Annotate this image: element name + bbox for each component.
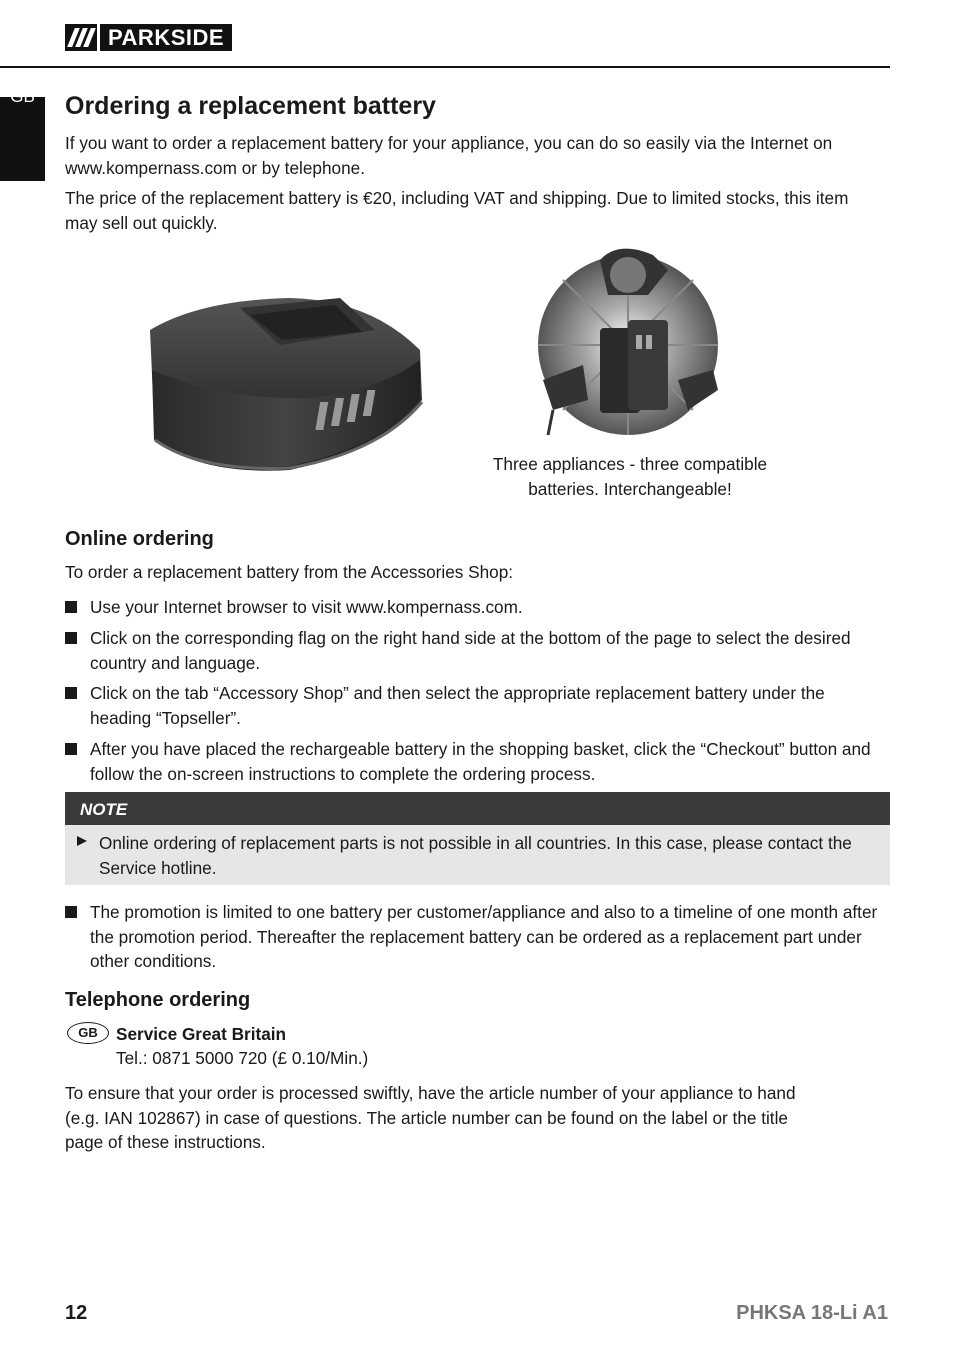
note-label: NOTE (65, 792, 890, 825)
bullet-square (65, 687, 77, 699)
header-divider (0, 66, 890, 68)
bullet-square (65, 632, 77, 644)
arrow-right-icon (77, 836, 87, 846)
bullet-square (65, 906, 77, 918)
service-telephone: Tel.: 0871 5000 720 (£ 0.10/Min.) (116, 1048, 369, 1068)
model-number: PHKSA 18-Li A1 (736, 1302, 888, 1324)
appliances-image (528, 240, 728, 440)
battery-image (140, 290, 430, 480)
note-box (65, 792, 890, 885)
list-item: Click on the corresponding flag on the right hand side at the bottom of the page to select the desired country and language. (65, 626, 880, 675)
bullet-square (65, 601, 77, 613)
list-item: Click on the tab “Accessory Shop” and then select the appropriate replacement battery under the heading “Topseller”. (65, 681, 880, 730)
language-tab: GB (0, 97, 45, 181)
intro-paragraph-2: The price of the replacement battery is €20, including VAT and shipping. Due to limited stocks, this item may sell out quickly. (65, 188, 849, 233)
intro-paragraph-1: If you want to order a replacement battery for your appliance, you can do so easily via the Internet on www.kompernass.com or by telephone. (65, 133, 833, 178)
page-number: 12 (65, 1302, 88, 1324)
page-title: Ordering a replacement battery (65, 92, 436, 120)
brand-logo (65, 24, 232, 51)
list-item: Use your Internet browser to visit www.kompernass.com. (65, 595, 880, 620)
logo-slashes (65, 24, 97, 51)
figure-caption: Three appliances - three compatible batteries. Interchangeable! (492, 454, 768, 499)
list-item: After you have placed the rechargeable battery in the shopping basket, click the “Checkout” button and follow the on-screen instructions to complete the ordering process. (65, 737, 880, 786)
telephone-ordering-heading: Telephone ordering (65, 989, 251, 1011)
closing-paragraph: To ensure that your order is processed swiftly, have the article number of your appliance to hand (e.g. IAN 102867) in case of questions. The article number can be found on the label or the title page of these instructions. (65, 1083, 796, 1152)
online-ordering-heading: Online ordering (65, 528, 214, 550)
service-name: Service Great Britain (116, 1024, 287, 1044)
brand-name: PARKSIDE (100, 24, 232, 51)
country-badge: GB (67, 1022, 109, 1044)
bullet-square (65, 743, 77, 755)
online-ordering-lead: To order a replacement battery from the Accessories Shop: (65, 562, 514, 582)
list-item: The promotion is limited to one battery per customer/appliance and also to a timeline of one month after the promotion period. Thereafter the replacement battery can be ordered as a replacement part under other conditions. (65, 900, 880, 974)
note-text: Online ordering of replacement parts is not possible in all countries. In this case, please contact the Service hotline. (99, 833, 852, 878)
